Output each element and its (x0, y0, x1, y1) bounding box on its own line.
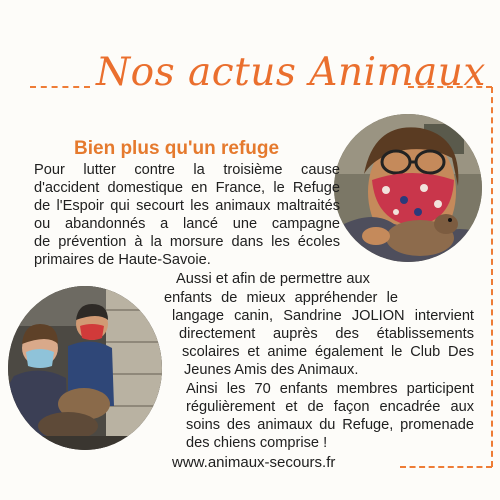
article-line-5: de prévention à la morsure dans les écoles (34, 234, 340, 250)
article-line-9: langage canin, Sandrine JOLION intervient (172, 308, 474, 324)
article-line-14: régulièrement et de façon encadrée aux (186, 399, 474, 415)
frame-border-bottom (400, 466, 492, 468)
article-heading: Bien plus qu'un refuge (74, 138, 280, 159)
article-line-13: Ainsi les 70 enfants membres participent (186, 381, 474, 397)
article-line-3: de l'Espoir qui secourt les animaux maltraités (34, 198, 340, 214)
article-line-2: d'accident domestique en France, le Refuge (34, 180, 340, 196)
article-line-16: des chiens comprise ! (186, 435, 328, 451)
photo-children-with-animal (8, 286, 162, 450)
photo-girl-with-rabbit (334, 114, 482, 262)
section-title: Nos actus Animaux (96, 50, 486, 95)
article-line-1: Pour lutter contre la troisième cause (34, 162, 340, 178)
website-link[interactable]: www.animaux-secours.fr (172, 454, 336, 471)
article-line-8: enfants de mieux appréhender le (164, 290, 398, 306)
article-line-10: directement auprès des établissements (179, 326, 474, 342)
article-line-15: soins des animaux du Refuge, promenade (186, 417, 474, 433)
title-dash-left (30, 86, 90, 88)
article-line-4: ou abandonnés a lancé une campagne (34, 216, 340, 232)
article-line-11: scolaires et anime également le Club Des (182, 344, 474, 360)
frame-border-right (491, 87, 493, 467)
article-line-6: primaires de Haute-Savoie. (34, 252, 211, 268)
article-line-7: Aussi et afin de permettre aux (176, 271, 370, 287)
article-line-12: Jeunes Amis des Animaux. (184, 362, 359, 378)
